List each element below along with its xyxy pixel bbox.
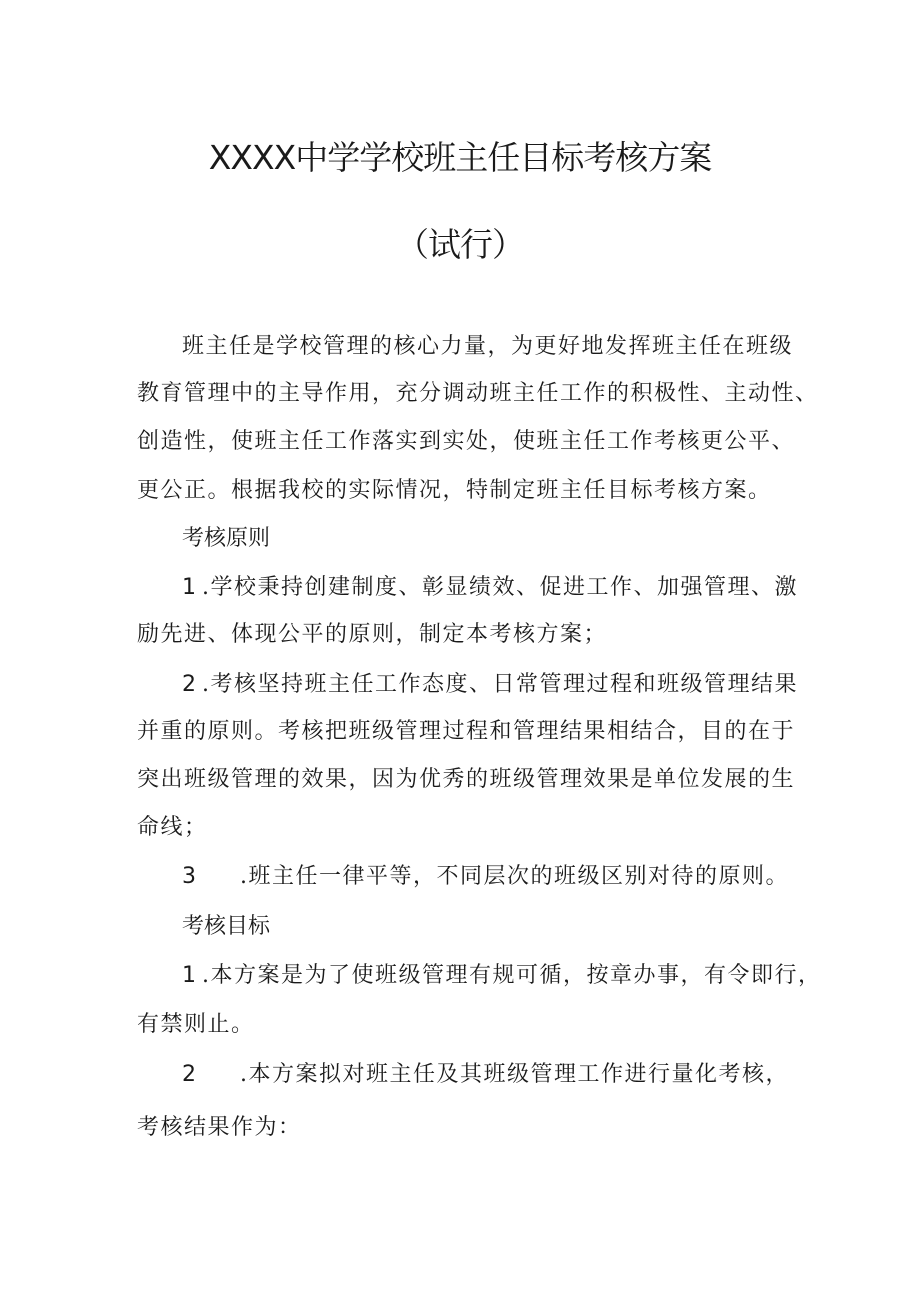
principle-item-2-cont-2: 突出班级管理的效果，因为优秀的班级管理效果是单位发展的生	[137, 767, 796, 792]
goal-item-1-text: .本方案是为了使班级管理有规可循，按章办事，有令即行，	[202, 963, 822, 988]
document-title: XXXX中学学校班主任目标考核方案	[208, 138, 712, 177]
principle-item-1-cont: 励先进、体现公平的原则，制定本考核方案；	[137, 622, 608, 647]
goal-item-1-number: 1	[182, 963, 196, 988]
goal-item-2-number: 2	[182, 1062, 196, 1087]
principle-item-1	[182, 573, 798, 603]
section-heading-principles: 考核原则	[182, 526, 271, 551]
goal-item-1-cont: 有禁则止。	[137, 1012, 255, 1037]
principle-item-2-cont-1: 并重的原则。考核把班级管理过程和管理结果相结合，目的在于	[137, 719, 796, 744]
principle-item-3-text: .班主任一律平等，不同层次的班级区别对待的原则。	[240, 864, 789, 889]
goal-item-2-text: .本方案拟对班主任及其班级管理工作进行量化考核，	[240, 1062, 789, 1087]
principle-item-2-cont-3: 命线；	[137, 815, 208, 840]
intro-line-1: 班主任是学校管理的核心力量，为更好地发挥班主任在班级	[182, 334, 794, 359]
principle-item-1-number: 1	[182, 575, 196, 600]
goal-item-2-cont: 考核结果作为：	[137, 1115, 302, 1140]
intro-line-3: 创造性，使班主任工作落实到实处，使班主任工作考核更公平、	[137, 429, 796, 454]
intro-line-4: 更公正。根据我校的实际情况，特制定班主任目标考核方案。	[137, 478, 772, 503]
goal-item-2	[182, 1060, 789, 1090]
principle-item-2-text: .考核坚持班主任工作态度、日常管理过程和班级管理结果	[202, 672, 798, 697]
principle-item-2	[182, 670, 798, 700]
section-heading-goals: 考核目标	[182, 914, 271, 939]
goal-item-1	[182, 961, 822, 991]
principle-item-3-number: 3	[182, 864, 196, 889]
intro-line-2: 教育管理中的主导作用，充分调动班主任工作的积极性、主动性、	[137, 381, 819, 406]
document-subtitle: （试行）	[396, 225, 524, 264]
principle-item-1-text: .学校秉持创建制度、彰显绩效、促进工作、加强管理、激	[202, 575, 798, 600]
principle-item-3	[182, 862, 789, 892]
principle-item-2-number: 2	[182, 672, 196, 697]
